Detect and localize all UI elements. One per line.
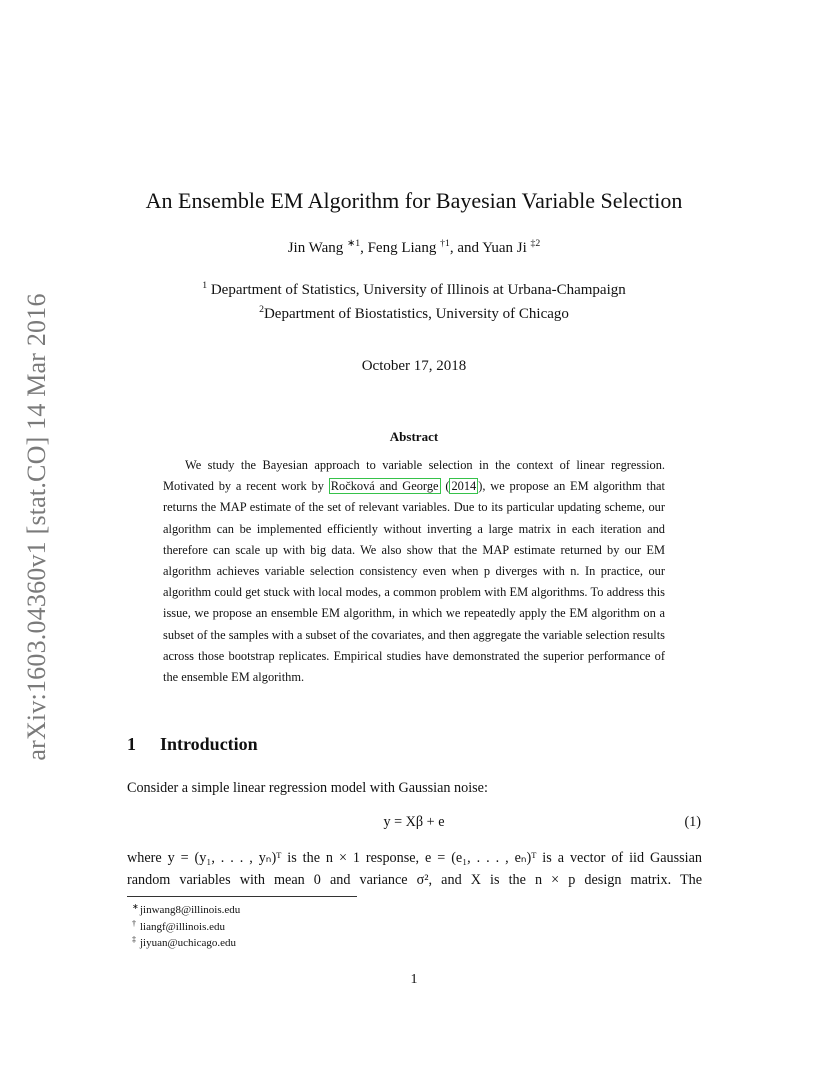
section-title: Introduction [160, 734, 258, 754]
affiliation-text: Department of Biostatistics, University of Chicago [263, 306, 569, 322]
author-mark: †1 [440, 238, 450, 249]
abstract-text: , we propose an EM algorithm that returns the MAP estimate of the set of relevant variables. Due to its particular updating scheme, our algorithm can be implemented efficiently without inverting a large matrix in each iteration and therefore can scale up with big data. We also show that the MAP estimate returned by our EM algorithm achieves variable selection consistency even when p diverges with n. In practice, our algorithm could get stuck with local modes, a common problem with EM algorithms. To address this issue, we propose an ensemble EM algorithm, in which we repeatedly apply the EM algorithm on a subset of the samples with a subset of the covariates, and then aggregate the variable selection results across those bootstrap replicates. Empirical studies have demonstrated the superior performance of the ensemble EM algorithm. [163, 479, 666, 685]
affiliation-text: Department of Statistics, University of Illinois at Urbana-Champaign [207, 282, 626, 298]
citation-link[interactable]: Ročková and George [330, 479, 439, 494]
author-separator: , [360, 240, 368, 256]
author-name: Yuan Ji [482, 240, 527, 256]
authors [0, 240, 828, 257]
abstract-heading: Abstract [389, 429, 439, 444]
affiliation-mark: 2 [259, 304, 264, 315]
paper-title: An Ensemble EM Algorithm for Bayesian Variable Selection [145, 188, 683, 213]
equation-number: (1) [684, 814, 701, 830]
author-mark: ∗1 [347, 238, 361, 249]
abstract-text: We study the Bayesian approach to variable selection in the context of linear regression. Motivated by a recent work by [163, 458, 665, 494]
author-name: Jin Wang [287, 240, 344, 256]
footnote-email[interactable]: liangf@illinois.edu [140, 920, 225, 933]
footnote [132, 902, 241, 919]
footnote-email[interactable]: jinwang8@illinois.edu [140, 904, 241, 916]
page-number: 1 [410, 972, 418, 987]
author-name: Feng Liang [367, 240, 437, 256]
author-separator: , and [449, 240, 483, 256]
footnote-rule [127, 896, 357, 897]
footnotes [132, 902, 241, 952]
affiliation-2 [0, 306, 828, 323]
arxiv-stamp-text: arXiv:1603.04360v1 [stat.CO] 14 Mar 2016 [22, 293, 51, 761]
footnote [132, 935, 240, 952]
abstract-body [163, 455, 665, 688]
footnote-mark: † [132, 918, 136, 928]
section-number: 1 [127, 734, 136, 754]
citation-year-link[interactable]: 2014 [451, 479, 477, 494]
equation-formula: y = Xβ + e [383, 814, 445, 830]
section-heading [127, 734, 258, 755]
paper-date: October 17, 2018 [361, 358, 467, 374]
paragraph-line: where y = (y₁, . . . , yₙ)ᵀ is the n × 1 response, e = (e₁, . . . , eₙ)ᵀ is a vector of iid Gaussian [127, 850, 702, 866]
footnote-email[interactable]: jiyuan@uchicago.edu [140, 937, 236, 949]
author-mark: ‡2 [530, 238, 541, 249]
intro-sentence: Consider a simple linear regression model with Gaussian noise: [127, 780, 488, 796]
footnote-mark: ∗ [132, 902, 139, 911]
footnote [132, 918, 240, 936]
paragraph-line: random variables with mean 0 and variance σ², and X is the n × p design matrix. The [127, 872, 702, 888]
affiliation-mark: 1 [202, 280, 208, 291]
footnote-mark: ‡ [132, 935, 136, 944]
paragraph [127, 847, 702, 891]
abstract-paragraph: We study the Bayesian approach to variable selection in the context of linear regression. Motivated by a recent work by Ročková and George ( 2014 ), we propose an EM algorithm that returns the MAP estimate of the set of relevant variables. Due to its particular updating scheme, our algorithm can be implemented efficiently without inverting a large matrix in each iteration and therefore can scale up with big data. We also show that the MAP estimate returned by our EM algorithm achieves variable selection consistency even when p diverges with n. In practice, our algorithm could get stuck with local modes, a common problem with EM algorithms. To address this issue, we propose an ensemble EM algorithm, in which we repeatedly apply the EM algorithm on a subset of the samples with a subset of the covariates, and then aggregate the variable selection results across those bootstrap replicates. Empirical studies have demonstrated the superior performance of the ensemble EM algorithm. [163, 458, 666, 685]
affiliation-1 [0, 282, 828, 299]
